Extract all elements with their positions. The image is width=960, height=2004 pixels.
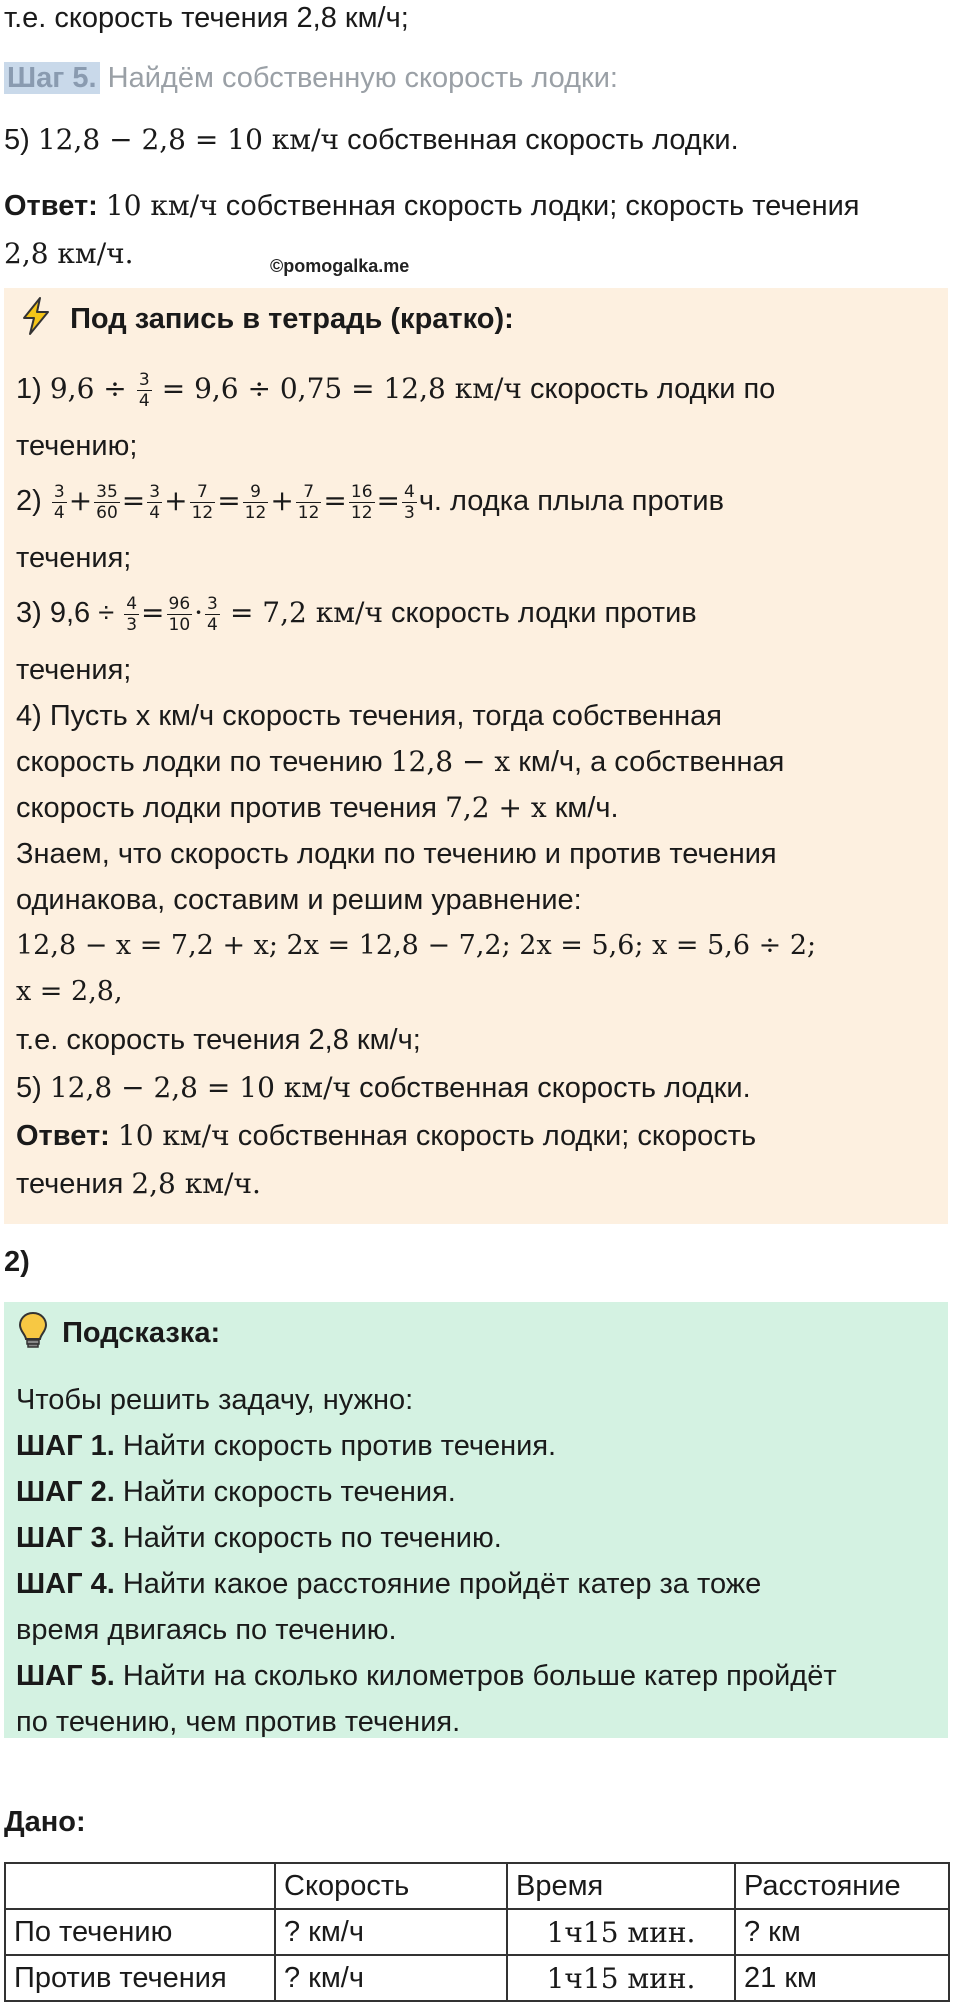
given-label: Дано:	[4, 1806, 86, 1838]
fraction	[52, 482, 67, 523]
fraction	[137, 370, 152, 411]
notes-line-5	[16, 594, 697, 635]
numerator: 3	[207, 594, 218, 614]
table-cell: ? км/ч	[275, 1955, 507, 2001]
denominator: 12	[191, 503, 214, 523]
math-expression: 10 км/ч	[105, 189, 218, 222]
notes-box	[4, 288, 948, 1224]
table-cell: 1ч15 мин.	[507, 1909, 735, 1955]
math-expression: 7,2 + x	[445, 791, 547, 824]
fraction	[402, 482, 417, 523]
answer-label: Ответ:	[4, 190, 98, 222]
table-cell: ? км	[735, 1909, 949, 1955]
given-table	[4, 1862, 950, 2002]
hint-box	[4, 1302, 948, 1738]
table-cell: Против течения	[5, 1955, 275, 2001]
math-expression: = 9,6 ÷ 0,75 = 12,8 км/ч	[161, 372, 522, 406]
numerator: 16	[350, 482, 373, 502]
step-label: Шаг 5.	[4, 62, 100, 94]
table-row	[5, 1955, 949, 2001]
equals-sign: =	[141, 596, 165, 630]
answer-label: Ответ:	[16, 1120, 110, 1152]
notes-line-12: 12,8 − x = 7,2 + x; 2x = 12,8 − 7,2; 2x = 5,6; x = 5,6 ÷ 2;	[16, 930, 817, 961]
numerator: 4	[126, 594, 138, 614]
fraction	[349, 482, 375, 523]
hint-step-cont: по течению, чем против течения.	[16, 1706, 461, 1738]
fraction	[296, 482, 322, 523]
table-header-cell: Время	[507, 1863, 735, 1909]
line-prefix: 5)	[4, 124, 30, 156]
line-text: км/ч, а собственная	[518, 746, 785, 778]
notes-line-4: течения;	[16, 542, 132, 574]
hint-heading-text: Подсказка:	[62, 1317, 221, 1350]
plus-sign: +	[68, 484, 93, 518]
denominator: 3	[404, 503, 415, 523]
numerator: 7	[190, 482, 216, 503]
notes-heading-text: Под запись в тетрадь (кратко):	[70, 303, 514, 336]
notes-heading	[16, 296, 514, 345]
math-expression: 9,6 ÷	[49, 372, 127, 406]
hint-step-text: Найти какое расстояние пройдёт катер за тоже	[122, 1568, 762, 1600]
numerator: 3	[138, 370, 150, 390]
part-label: 2)	[4, 1246, 30, 1278]
notes-line-6: течения;	[16, 654, 132, 686]
fraction	[147, 482, 162, 523]
hint-step-text: Найти скорость течения.	[122, 1476, 456, 1508]
fraction	[205, 594, 220, 635]
table-cell: 21 км	[735, 1955, 949, 2001]
math-expression: 12,8 − 2,8 = 10 км/ч	[37, 123, 340, 156]
table-header-row	[5, 1863, 949, 1909]
fraction	[243, 482, 269, 523]
math-expression: 12,8 − 2,8 = 10 км/ч	[49, 1071, 352, 1104]
hint-step-text: Найти на сколько километров больше катер пройдёт	[122, 1660, 837, 1692]
notes-line-13: x = 2,8,	[16, 976, 123, 1007]
step-title: Найдём собственную скорость лодки:	[107, 62, 618, 94]
line-text: скорость лодки против течения	[16, 792, 437, 824]
hint-step-text: Найти скорость против течения.	[122, 1430, 557, 1462]
math-expression: 10 км/ч	[117, 1119, 230, 1152]
denominator: 4	[53, 503, 65, 523]
multiply-sign: ·	[194, 596, 204, 630]
text-line: т.е. скорость течения 2,8 км/ч;	[4, 2, 409, 34]
plus-sign: +	[270, 484, 294, 518]
notes-line-17	[16, 1166, 261, 1202]
table-row	[5, 1909, 949, 1955]
table-header-cell: Скорость	[275, 1863, 507, 1909]
line-text: ч. лодка плыла против	[418, 485, 725, 518]
table-cell: По течению	[5, 1909, 275, 1955]
table-cell	[5, 1863, 275, 1909]
denominator: 12	[350, 503, 373, 523]
line-text: скорость лодки по	[530, 373, 776, 406]
notes-line-9	[16, 790, 619, 826]
denominator: 4	[207, 615, 218, 635]
line-text: скорость лодки против	[391, 597, 697, 630]
denominator: 12	[244, 503, 267, 523]
numerator: 3	[53, 482, 65, 502]
numerator: 96	[168, 594, 191, 614]
hint-step-label: ШАГ 3.	[16, 1522, 115, 1554]
numerator: 35	[96, 482, 118, 502]
notes-line-7: 4) Пусть х км/ч скорость течения, тогда собственная	[16, 700, 723, 732]
denominator: 4	[138, 391, 150, 411]
line-prefix: 1)	[16, 373, 42, 406]
math-expression: 2,8 км/ч.	[131, 1167, 261, 1200]
fraction	[167, 594, 193, 635]
notes-line-8	[16, 744, 784, 780]
answer-line	[4, 188, 859, 224]
numerator: 7	[296, 482, 322, 503]
fraction	[124, 594, 139, 635]
line-text: км/ч.	[554, 792, 619, 824]
numerator: 4	[404, 482, 415, 502]
fraction	[190, 482, 216, 523]
math-expression: 12,8 − x	[390, 745, 511, 778]
equals-sign: =	[217, 484, 241, 518]
notes-line-10: Знаем, что скорость лодки по течению и против течения	[16, 838, 777, 870]
line-text: скорость лодки по течению	[16, 746, 383, 778]
math-expression: 2,8 км/ч.	[4, 237, 134, 270]
hint-step	[16, 1520, 502, 1556]
table-cell: ? км/ч	[275, 1909, 507, 1955]
line-prefix: 2)	[16, 485, 42, 518]
hint-intro: Чтобы решить задачу, нужно:	[16, 1384, 414, 1416]
notes-line-3	[16, 482, 724, 523]
hint-step-label: ШАГ 2.	[16, 1476, 115, 1508]
hint-step-label: ШАГ 1.	[16, 1430, 115, 1462]
table-cell: 1ч15 мин.	[507, 1955, 735, 2001]
line-text: собственная скорость лодки.	[359, 1072, 751, 1104]
line-text: собственная скорость лодки; скорость течения	[225, 190, 860, 222]
denominator: 4	[149, 503, 161, 523]
hint-step	[16, 1428, 556, 1464]
notes-line-16	[16, 1118, 756, 1154]
denominator: 10	[168, 615, 191, 635]
line-text: течения	[16, 1168, 124, 1200]
solution-line	[4, 122, 739, 158]
hint-step	[16, 1658, 837, 1694]
line-text: собственная скорость лодки; скорость	[237, 1120, 757, 1152]
notes-line-2: течению;	[16, 430, 138, 462]
denominator: 60	[96, 503, 118, 523]
plus-sign: +	[164, 484, 188, 518]
equals-sign: =	[121, 484, 146, 518]
watermark: ©pomogalka.me	[270, 256, 410, 276]
lightbulb-icon	[16, 1310, 50, 1359]
notes-line-15	[16, 1070, 751, 1106]
numerator: 9	[243, 482, 269, 503]
line-prefix: 3) 9,6 ÷	[16, 597, 115, 630]
line-prefix: 5)	[16, 1072, 42, 1104]
hint-step-label: ШАГ 4.	[16, 1568, 115, 1600]
notes-line-14: т.е. скорость течения 2,8 км/ч;	[16, 1024, 421, 1056]
hint-heading	[16, 1310, 220, 1359]
math-expression: = 7,2 км/ч	[229, 596, 383, 630]
fraction	[94, 482, 120, 523]
hint-step	[16, 1566, 761, 1602]
equals-sign: =	[376, 484, 400, 518]
lightning-icon	[16, 296, 56, 345]
denominator: 12	[297, 503, 320, 523]
denominator: 3	[126, 615, 138, 635]
hint-step-label: ШАГ 5.	[16, 1660, 115, 1692]
notes-line-1	[16, 370, 775, 411]
hint-step	[16, 1474, 456, 1510]
step-heading	[4, 60, 618, 96]
equals-sign: =	[323, 484, 347, 518]
table-header-cell: Расстояние	[735, 1863, 949, 1909]
hint-step-cont: время двигаясь по течению.	[16, 1614, 397, 1646]
numerator: 3	[149, 482, 161, 502]
hint-step-text: Найти скорость по течению.	[122, 1522, 502, 1554]
line-text: собственная скорость лодки.	[347, 124, 739, 156]
notes-line-11: одинакова, составим и решим уравнение:	[16, 884, 582, 916]
answer-line-cont	[4, 236, 134, 272]
